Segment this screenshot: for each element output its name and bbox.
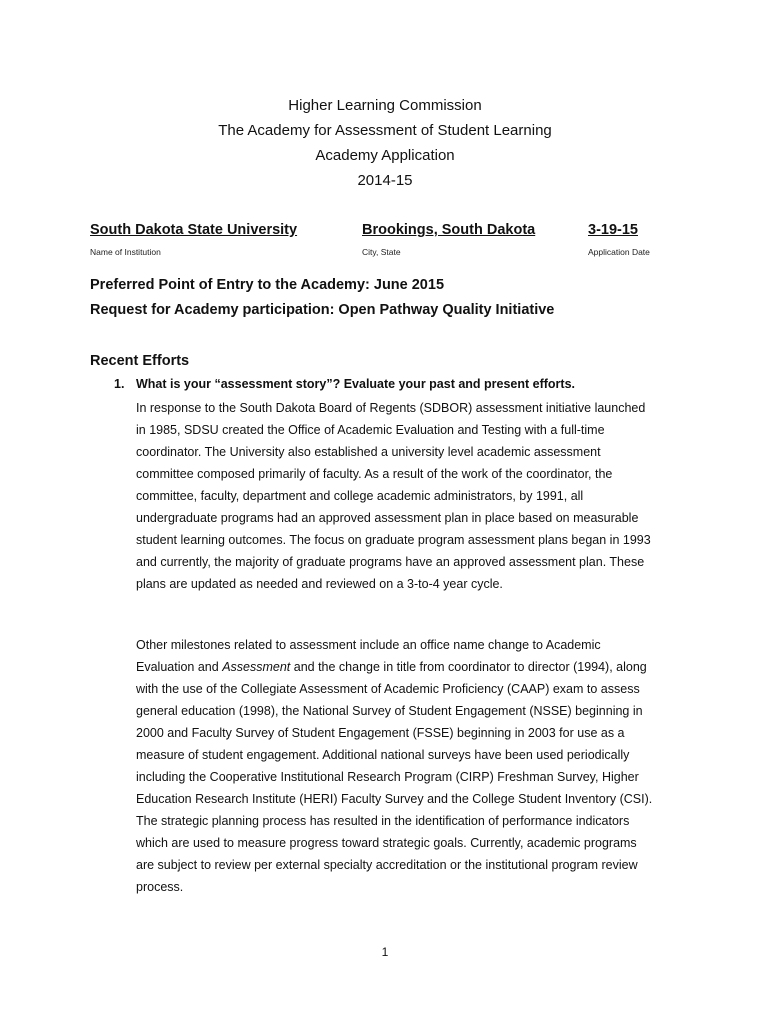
city-state: Brookings, South Dakota (362, 222, 536, 238)
header-title: Higher Learning Commission (288, 97, 482, 114)
preferred-entry: Preferred Point of Entry to the Academy: June 2015 (90, 277, 445, 293)
page-number: 1 (381, 945, 389, 959)
institution-caption: Name of Institution (90, 247, 161, 257)
section-heading: Recent Efforts (90, 353, 190, 369)
header-year: 2014-15 (357, 172, 413, 189)
header-subtitle: The Academy for Assessment of Student Learning (218, 122, 552, 139)
question-text: What is your “assessment story”? Evaluate your past and present efforts. (136, 377, 576, 391)
paragraph-2-end: and the change in title from coordinator to director (1994), along with the use of the Collegiate Assessment of Academic Proficiency (CAAP) exam to assess general education (1998), the National Survey of Student Engagement (NSSE) beginning in 2000 and Faculty Survey of Student Engagement (FSSE) beginning in 2003 for use as a measure of student engagement. Additional national surveys have been used periodically including the Cooperative Institutional Research Program (CIRP) Freshman Survey, Higher Education Research Institute (HERI) Faculty Survey and the College Student Inventory (CSI). The strategic planning process has resulted in the identification of performance indicators which are used to measure progress toward strategic goals. Currently, academic programs are subject to review per external specialty accreditation or the institutional program review process. (136, 660, 653, 894)
paragraph-1: In response to the South Dakota Board of Regents (SDBOR) assessment initiative launched in 1985, SDSU created the Office of Academic Evaluation and Testing with a full-time coordinator. The University also established a university level academic assessment committee composed primarily of faculty. As a result of the work of the coordinator, the committee, faculty, department and college academic administrators, by 1991, all undergraduate programs had an approved assessment plan in place based on measurable student learning outcomes. The focus on graduate program assessment plans began in 1993 and currently, the majority of graduate programs have an approved assessment plan. These plans are updated as needed and reviewed on a 3-to-4 year cycle. (136, 401, 651, 591)
participation-request: Request for Academy participation: Open Pathway Quality Initiative (90, 302, 555, 318)
paragraph-2-start: Other milestones related to assessment include an office name change to Academic Evaluation and (136, 638, 601, 674)
paragraph-2-italic: Assessment (222, 660, 291, 674)
date-caption: Application Date (588, 247, 650, 257)
application-date: 3-19-15 (588, 222, 638, 238)
paragraph-2 (136, 634, 656, 898)
institution-name: South Dakota State University (90, 222, 298, 238)
city-state-caption: City, State (362, 247, 401, 257)
question-number: 1. (114, 377, 125, 391)
header-doc-type: Academy Application (315, 147, 455, 164)
